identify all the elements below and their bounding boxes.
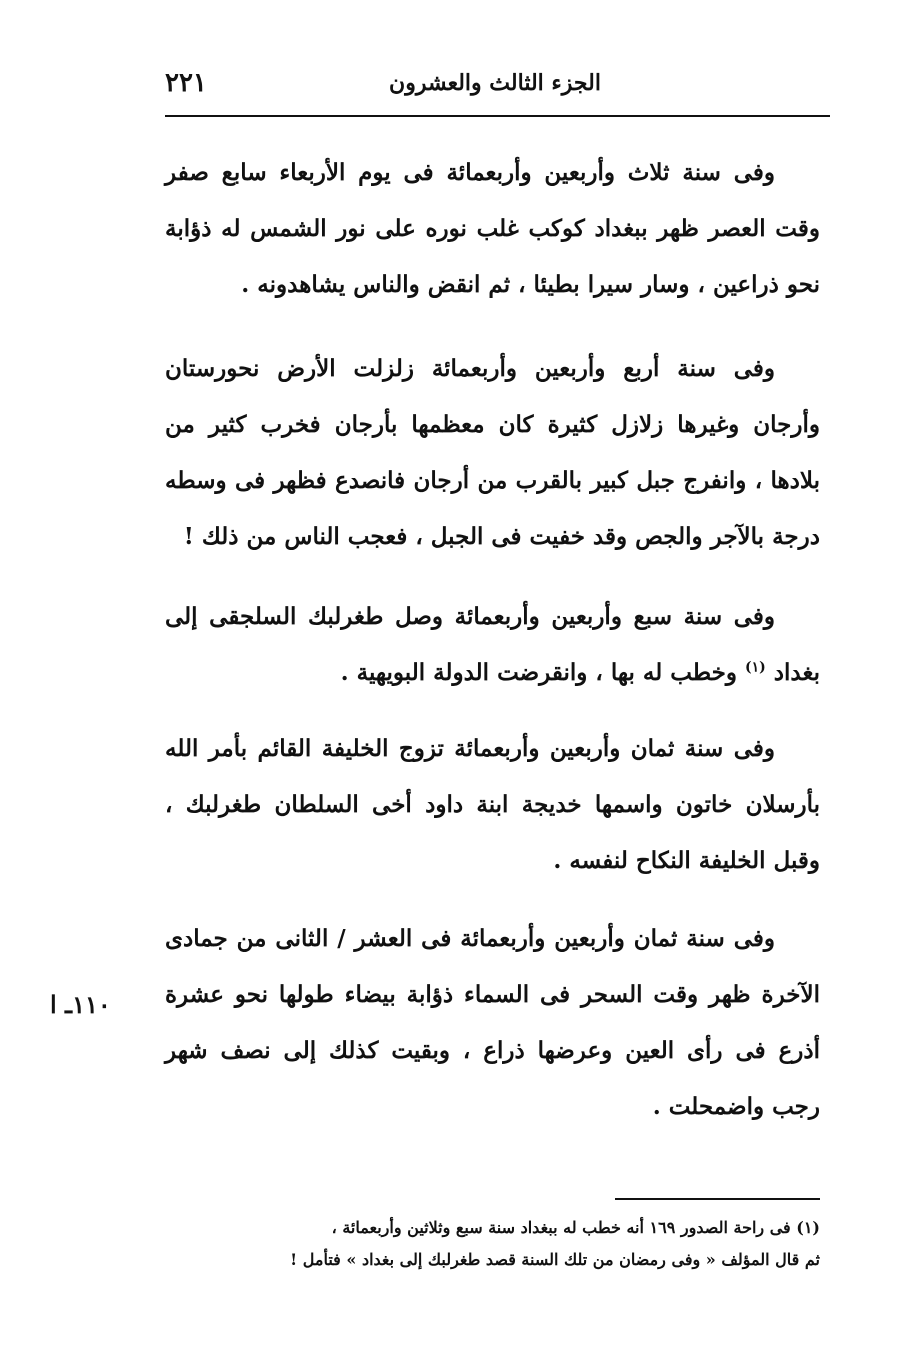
running-title: الجزء الثالث والعشرون — [389, 70, 601, 96]
paragraph-gap — [165, 701, 820, 721]
page-number: ٢٢١ — [165, 68, 207, 98]
paragraph-447-text: وفى سنة سبع وأربعين وأربعمائة وصل طغرلبك السلجقى إلى بغداد — [165, 603, 820, 686]
paragraph-gap — [165, 889, 820, 911]
margin-folio-note: ١١٠ـ ا — [50, 990, 111, 1019]
footnote-line: (١) فى راحة الصدور ١٦٩ أنه خطب له ببغداد سنة سبع وثلاثين وأربعمائة ، — [331, 1218, 820, 1237]
footnote-rule — [615, 1198, 820, 1200]
page-header — [165, 62, 830, 112]
footnote-line: ثم قال المؤلف « وفى رمضان من تلك السنة قصد طغرلبك إلى بغداد » فتأمل ! — [290, 1250, 820, 1269]
main-text — [165, 145, 820, 1135]
paragraph-448-marriage: وفى سنة ثمان وأربعين وأربعمائة تزوج الخليفة القائم بأمر الله بأرسلان خاتون واسمها خديجة ابنة داود أخى السلطان طغرلبك ، وقبل الخليفة النكاح لنفسه . — [165, 735, 820, 874]
footnote-marker: (١) — [745, 659, 766, 676]
paragraph-447-text-cont: وخطب له بها ، وانقرضت الدولة البويهية . — [340, 659, 737, 686]
paragraph-gap — [165, 565, 820, 589]
paragraph-448-comet: وفى سنة ثمان وأربعين وأربعمائة فى العشر / الثانى من جمادى الآخرة ظهر وقت السحر فى السماء ذؤابة بيضاء طولها نحو عشرة أذرع فى رأى العين وعرضها ذراع ، وبقيت كذلك إلى نصف شهر رجب واضمحلت . — [165, 925, 820, 1120]
footnotes — [165, 1212, 820, 1276]
paragraph-gap — [165, 313, 820, 341]
paragraph-443-comet: وفى سنة ثلاث وأربعين وأربعمائة فى يوم الأربعاء سابع صفر وقت العصر ظهر ببغداد كوكب غلب نوره على نور الشمس له ذؤابة نحو ذراعين ، وسار سيرا بطيئا ، ثم انقض والناس يشاهدونه . — [165, 159, 820, 298]
header-rule — [165, 115, 830, 117]
paragraph-447-tughril — [165, 589, 820, 701]
paragraph-444-earthquake: وفى سنة أربع وأربعين وأربعمائة زلزلت الأرض نحورستان وأرجان وغيرها زلازل كثيرة كان معظمها بأرجان فخرب كثير من بلادها ، وانفرج جبل كبير بالقرب من أرجان فانصدع فظهر فى وسطه درجة بالآجر والجص وقد خفيت فى الجبل ، فعجب الناس من ذلك ! — [165, 355, 820, 550]
